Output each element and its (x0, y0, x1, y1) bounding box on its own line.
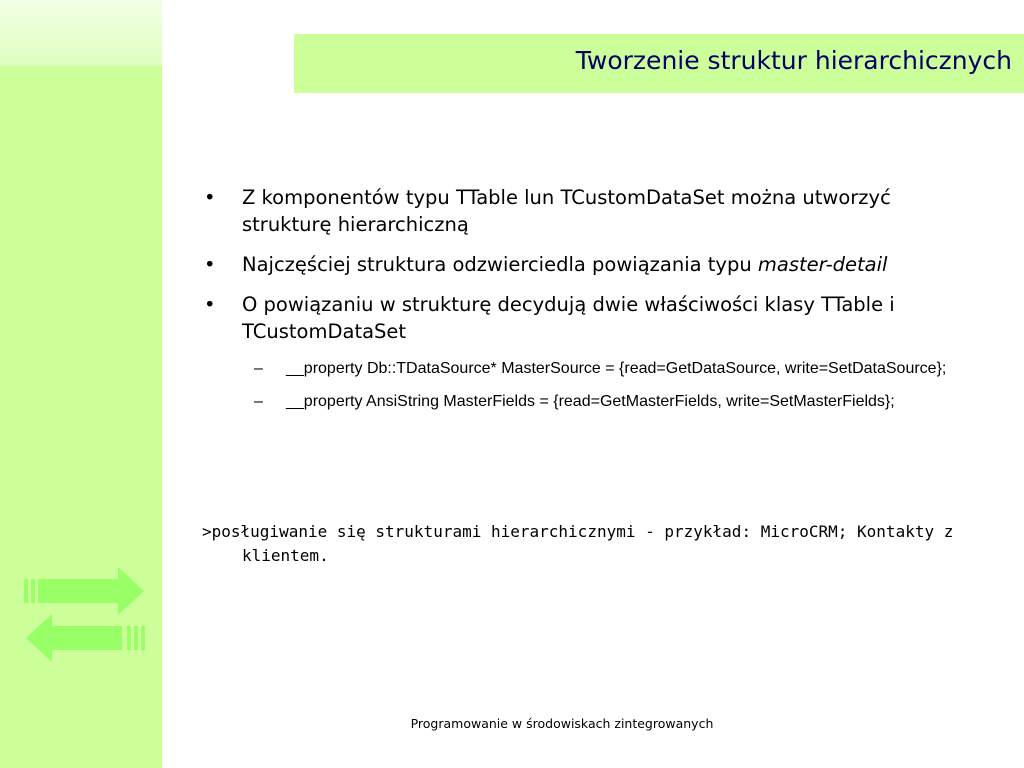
navigation-arrows (24, 566, 148, 664)
bullet-marker: • (204, 253, 216, 276)
slide-title: Tworzenie struktur hierarchicznych (575, 46, 1012, 75)
bullet-text: O powiązaniu w strukturę decydują dwie właściwości klasy TTable i TCustomDataSet (242, 293, 895, 343)
arrow-right-icon[interactable] (24, 567, 144, 615)
bullet-emphasis: master-detail (757, 253, 888, 276)
bullet-text: Z komponentów typu TTable lun TCustomDataSet można utworzyć strukturę hierarchiczną (242, 186, 891, 236)
sidebar-highlight (0, 0, 162, 66)
footer-text: Programowanie w środowiskach zintegrowanych (410, 716, 714, 731)
sub-bullet-text: __property Db::TDataSource* MasterSource = {read=GetDataSource, write=SetDataSource}; (286, 360, 947, 377)
bullet-item (202, 184, 962, 238)
bullet-text: Najczęściej struktura odzwierciedla powiązania typu (242, 253, 758, 276)
title-band (294, 34, 1024, 93)
code-note: >posługiwanie się strukturami hierarchicznymi - przykład: MicroCRM; Kontakty z klientem. (202, 522, 954, 565)
bullet-item (202, 291, 962, 345)
bullet-item (202, 251, 962, 278)
slide-content (202, 184, 962, 424)
bullet-marker: • (204, 186, 216, 209)
sub-bullet-item (202, 358, 962, 379)
arrow-left-icon[interactable] (26, 614, 145, 662)
sub-bullet-marker: – (254, 360, 263, 377)
bullet-marker: • (204, 293, 216, 316)
sub-bullet-marker: – (254, 393, 263, 410)
sub-bullet-text: __property AnsiString MasterFields = {read=GetMasterFields, write=SetMasterFields}; (286, 393, 895, 410)
sub-bullet-item (202, 391, 962, 412)
